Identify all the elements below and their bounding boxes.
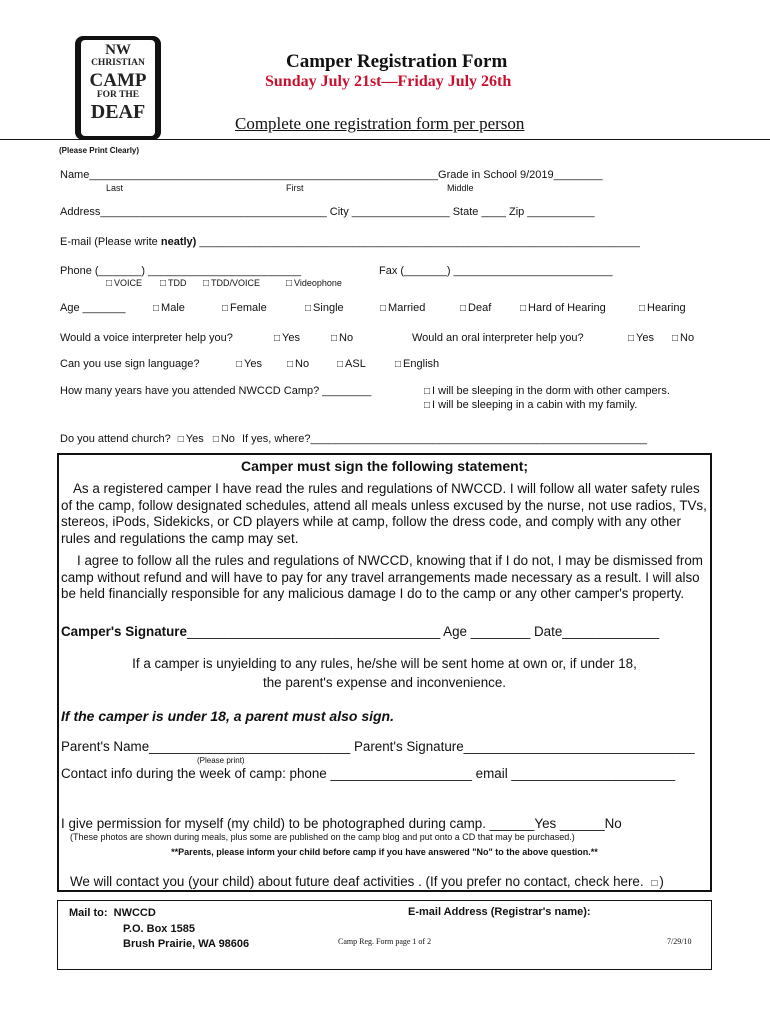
option-female[interactable]: □ Female	[222, 302, 267, 314]
mailing-address	[69, 906, 249, 953]
mail-name: NWCCD	[113, 907, 156, 919]
phone-option-voice[interactable]: □ VOICE	[106, 278, 142, 289]
sign-language-no[interactable]: □ No	[287, 358, 309, 370]
phone-field[interactable]: Phone (_______) _________________________	[60, 265, 302, 277]
email-field[interactable]	[60, 236, 640, 248]
option-deaf[interactable]: □ Deaf	[460, 302, 491, 314]
name-sub-last: Last	[106, 183, 124, 193]
statement-paragraph-1: As a registered camper I have read the rules and regulations of NWCCD. I will follow all water safety rules of the camp, follow designated schedules, attend all meals unless excused by the nurse, not use radios, TVs, stereos, iPods, Sidekicks, or CD players while at camp, follow the dress code, and comply with any other rules and regulations the camp may set.	[61, 481, 707, 546]
sign-language-question: Can you use sign language?	[60, 358, 200, 370]
option-married[interactable]: □ Married	[380, 302, 425, 314]
logo-line-forthe: FOR THE	[96, 89, 140, 100]
sign-language-asl[interactable]: □ ASL	[337, 358, 366, 370]
statement-heading: Camper must sign the following statement;	[240, 458, 529, 474]
registrar-email-label[interactable]: E-mail Address (Registrar's name):	[408, 906, 591, 918]
voice-interpreter-yes[interactable]: □ Yes	[274, 332, 300, 344]
camp-dates: Sunday July 21st—Friday July 26th	[265, 73, 512, 90]
phone-option-tdd[interactable]: □ TDD	[160, 278, 187, 289]
deaf-activities-row	[70, 874, 664, 889]
address-field[interactable]: Address_____________________________________ City ________________ State ____ Zip ___________	[60, 206, 595, 218]
please-print-note: (Please print)	[197, 756, 245, 765]
email-rest: ________________________________________________________________________	[196, 236, 640, 248]
email-bold: neatly)	[160, 236, 197, 248]
sleep-cabin-option[interactable]: □ I will be sleeping in a cabin with my family.	[424, 399, 637, 411]
print-note: (Please Print Clearly)	[59, 146, 140, 155]
fax-field[interactable]: Fax (_______) __________________________	[379, 265, 613, 277]
church-where-field[interactable]: If yes, where?_______________________________________________________	[241, 433, 647, 445]
name-field[interactable]: Name_________________________________________________________Grade in School 9/2019________	[60, 169, 603, 181]
deaf-activities-close: )	[659, 874, 664, 889]
oral-interpreter-question: Would an oral interpreter help you?	[412, 332, 584, 344]
form-title: Camper Registration Form	[286, 51, 508, 72]
statement-paragraph-2: I agree to follow all the rules and regulations of NWCCD, knowing that if I do not, I may be dismissed from camp without refund and will have to pay for any travel arrangements made necessary as a result. I will also be held financially responsible for any malicious damage I do to the camp or any other camper's property.	[61, 553, 703, 601]
logo-line-nw: NW	[105, 42, 131, 58]
mail-po-box: P.O. Box 1585	[123, 922, 195, 935]
phone-option-tdd-voice[interactable]: □ TDD/VOICE	[203, 278, 260, 289]
logo-line-christian: CHRISTIAN	[91, 58, 145, 68]
page-note: Camp Reg. Form page 1 of 2	[338, 937, 432, 946]
logo-line-camp: CAMP	[89, 69, 147, 91]
years-attended-field[interactable]: How many years have you attended NWCCD Camp? ________	[60, 385, 372, 397]
header-divider	[0, 139, 770, 140]
deaf-activities-text: We will contact you (your child) about future deaf activities . (If you prefer no contact, check here.	[70, 874, 644, 889]
photo-note: (These photos are shown during meals, plus some are published on the camp blog and put onto a CD that may be purchased.)	[70, 832, 575, 842]
camper-signature-line[interactable]: __________________________________ Age ________ Date_____________	[186, 624, 660, 639]
church-yes[interactable]: □ Yes	[178, 433, 204, 445]
sleep-dorm-option[interactable]: □ I will be sleeping in the dorm with other campers.	[424, 385, 670, 397]
option-single[interactable]: □ Single	[305, 302, 344, 314]
phone-option-videophone[interactable]: □ Videophone	[286, 278, 342, 289]
sign-language-english[interactable]: □ English	[395, 358, 439, 370]
option-hearing[interactable]: □ Hearing	[639, 302, 686, 314]
contact-info-field[interactable]: Contact info during the week of camp: phone ___________________ email ______________________	[61, 766, 676, 781]
oral-interpreter-yes[interactable]: □ Yes	[628, 332, 654, 344]
camper-signature-label: Camper's Signature	[61, 624, 187, 639]
logo-line-deaf: DEAF	[90, 101, 146, 123]
church-no[interactable]: □ No	[213, 433, 235, 445]
camp-logo	[75, 36, 161, 140]
email-prefix: E-mail (Please write	[60, 236, 161, 248]
photo-permission-field[interactable]: I give permission for myself (my child) to be photographed during camp. ______Yes ______No	[61, 816, 622, 831]
oral-interpreter-no[interactable]: □ No	[672, 332, 694, 344]
camper-signature-row[interactable]	[61, 624, 659, 639]
parent-name-signature-field[interactable]: Parent's Name___________________________ Parent's Signature_______________________________	[61, 739, 695, 754]
name-sub-middle: Middle	[447, 183, 474, 193]
mail-label: Mail to:	[69, 907, 108, 919]
instruction: Complete one registration form per person	[235, 114, 525, 133]
voice-interpreter-question: Would a voice interpreter help you?	[60, 332, 233, 344]
age-field[interactable]: Age _______	[60, 302, 126, 314]
church-row	[60, 433, 647, 445]
unyielding-line-1: If a camper is unyielding to any rules, he/she will be sent home at own or, if under 18,	[132, 656, 637, 671]
sign-language-yes[interactable]: □ Yes	[236, 358, 262, 370]
church-question: Do you attend church?	[60, 433, 171, 445]
mail-city: Brush Prairie, WA 98606	[123, 938, 250, 950]
parent-heading: If the camper is under 18, a parent must also sign.	[61, 708, 394, 724]
option-hard-of-hearing[interactable]: □ Hard of Hearing	[520, 302, 606, 314]
date-note: 7/29/10	[667, 937, 692, 946]
voice-interpreter-no[interactable]: □ No	[331, 332, 353, 344]
name-sub-first: First	[286, 183, 304, 193]
option-male[interactable]: □ Male	[153, 302, 185, 314]
parents-inform-note: **Parents, please inform your child before camp if you have answered "No" to the above question.**	[171, 847, 598, 857]
unyielding-line-2: the parent's expense and inconvenience.	[262, 675, 507, 690]
